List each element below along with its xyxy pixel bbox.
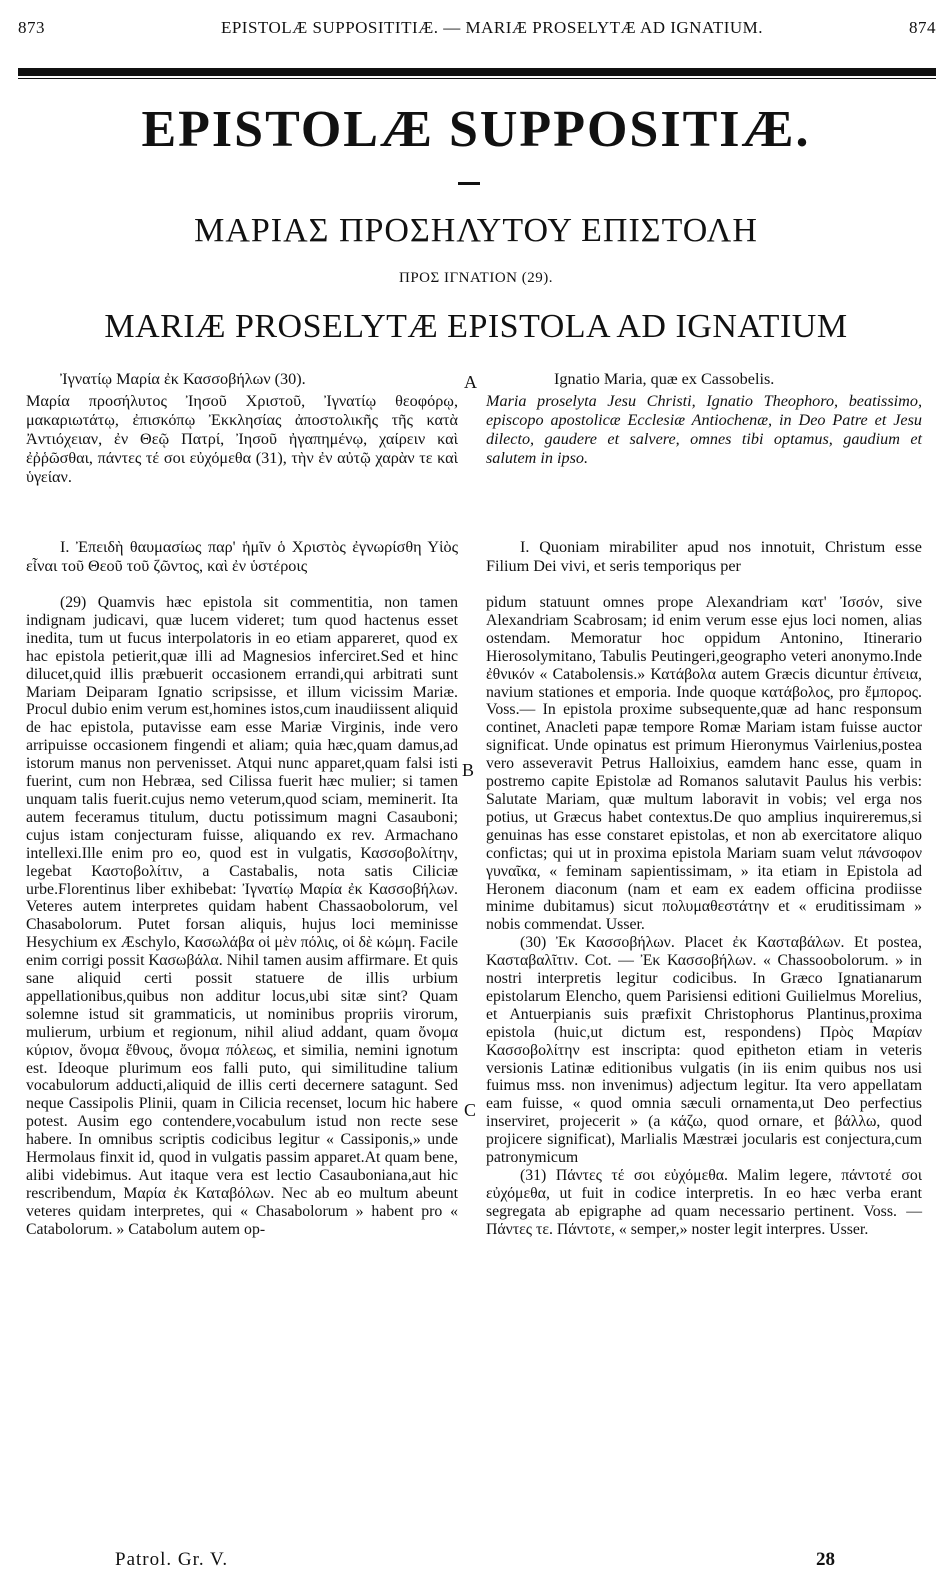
greek-subtitle: ΠΡΟΣ ΙΓΝΑΤΙΟΝ (29). bbox=[399, 270, 553, 286]
right-notes-block bbox=[486, 594, 922, 1239]
greek-chapter-1: Ι. Ἐπειδὴ θαυμασίως παρ' ἡμῖν ὁ Χριστὸς ἐγνωρίσθη Υἱὸς εἶναι τοῦ Θεοῦ τοῦ ζῶντος, καὶ ἐν ὑστέροις bbox=[26, 538, 458, 575]
left-notes-block bbox=[26, 594, 458, 1239]
page-number-left: 873 bbox=[18, 18, 45, 37]
footnote-29: (29) Quamvis hæc epistola sit commentitia, non tamen indignam judicavi, quæ lucem videret; tum quod hactenus esset inedita, tum ut fucus interpolatoris in eo etiam appareret, quod ex hac epistola petierit,quæ illi ad Magnesios inferciret.Sed et hinc dilucet,quid illis præbuerit occasionem errandi,qui arbitrati sunt Mariam Deiparam Ignatio scripsisse, et illum vicissim Mariæ. Procul dubio enim verum est,homines istos,cum inaudiissent aliquid de hac epistola, putavisse eam esse Mariæ Virginis, inde vero arripuisse occasionem fingendi et aliam; quia hæc,quam damus,ad istorum manus non pervenisset. Atqui nunc apparet,quam falsi isti fuerint, cum non Hebræa, sed Cilissa fuerit hæc mulier; si tamen unquam talis fuerit.cujus nemo veterum,quod sciam, meminerit. Ita autem feceramus titulum, ductu potissimum magni Casauboni; cujus istam conjecturam fuisse, aliquando ex rev. Armachano intellexi.Ille enim pro eo, quod est in vulgatis, Κασσοβολίτην, legebat Καστοβολίτιν, a Castabalis, nota satis Ciliciæ urbe.Florentinus liber exhibebat: Ἰγνατίῳ Μαρία ἐκ Κασσοβήλων. Veteres autem interpretes quidam habent Chassaobolorum, vel Chasabolorum. Putet forsan aliquis, hujus loci meminisse Hesychium ex Æschylo, Κασωλάβα οἱ μὲν πόλις, οἱ δὲ κώμη. Facile enim corrigi possit Κασωβάλα. Nihil tamen ausim affirmare. Et quis sane aliquid certi possit statuere de illis urbium appellationibus,quibus non additur locus,ubi sitæ sint? Quam solemne istud sit grammaticis, ut nominibus propriis virorum, mulierum, urbium et regionum, nihil aliud addant, quam ὄνομα κύριον, ὄνομα ἔθνους, ὄνομα πόλεως, et similia, nemini ignotum est. Ideoque plurimum eos falli puto, qui similitudine talium vocabulorum adducti,aliquid de illis certi decernere satagunt. Sed neque Cassipolis Plinii, quam in Cilicia recenset, locum hic habere potest. Ausim ego contendere,vocabulum istud non recte sese habere. In omnibus scriptis codicibus legitur « Cassiponis,» unde Hermolaus finxit id, quod in vulgatis passim apparet.At quam bene, alibi videbimus. Aut itaque vera est lectio Casauboniana,aut hic rescribendum, Μαρία ἐκ Καταβόλων. Nec ab eo multum abeunt veteres quidam interpretes, qui « Chasabolorum » habent pro « Catabolorum. » Catabolum autem op- bbox=[26, 594, 458, 1238]
header-rule-thick bbox=[18, 68, 936, 76]
latin-salutation: Ignatio Maria, quæ ex Cassobelis. bbox=[554, 370, 775, 388]
greek-greeting: Μαρία προσήλυτος Ἰησοῦ Χριστοῦ, Ἰγνατίῳ θεοφόρῳ, μακαριωτάτῳ, ἐπισκόπῳ Ἐκκλησίας ἀποστολικῆς τῆς κατὰ Ἀντιόχειαν, ἐν Θεῷ Πατρί, Ἰησοῦ ἠγαπημένῳ, χαίρειν καὶ ἐῤῥῶσθαι, πάντες τέ σοι εὐχόμεθα (31), τὴν ἐν αὐτῷ χαρὰν τε καὶ ὑγείαν. bbox=[26, 392, 458, 486]
latin-title: MARIÆ PROSELYTÆ EPISTOLA AD IGNATIUM bbox=[104, 308, 848, 345]
heading-dash bbox=[458, 182, 480, 185]
margin-letter-b: B bbox=[462, 760, 475, 780]
left-chapter-block bbox=[26, 538, 458, 576]
header-rule-thin bbox=[18, 78, 936, 79]
running-head bbox=[18, 18, 936, 40]
left-greeting-block bbox=[26, 392, 458, 487]
greek-salutation: Ἰγνατίῳ Μαρία ἐκ Κασσοβήλων (30). bbox=[60, 370, 306, 388]
margin-letter-a: A bbox=[464, 372, 477, 392]
latin-chapter-1: I. Quoniam mirabiliter apud nos innotuit, Christum esse Filium Dei vivi, et seris temporiqus per bbox=[486, 538, 922, 575]
right-greeting-block bbox=[486, 392, 922, 468]
footer-signature: 28 bbox=[816, 1549, 835, 1570]
left-salutation-block bbox=[26, 370, 458, 389]
main-heading: EPISTOLÆ SUPPOSITIÆ. bbox=[141, 101, 811, 158]
right-salutation-block bbox=[486, 370, 922, 389]
latin-greeting: Maria proselyta Jesu Christi, Ignatio Theophoro, beatissimo, episcopo apostolicæ Ecclesiæ Antiochenæ, in Deo Patre et Jesu dilecto, gaudere et salvere, omnes tibi optamus, gaudium et salutem in ipso. bbox=[486, 392, 922, 467]
footnote-31: (31) Πάντες τέ σοι εὐχόμεθα. Malim legere, πάντοτέ σοι εὐχόμεθα, ut fuit in codice interpretis. In eo hæc verba erant segregata ab epigraphe ad quam necessario pertinent. Voss. — Πάντες τε. Πάντοτε, « semper,» noster legit interpres. Usser. bbox=[486, 1167, 922, 1238]
running-title: EPISTOLÆ SUPPOSITITIÆ. — MARIÆ PROSELYTÆ AD IGNATIUM. bbox=[220, 18, 764, 37]
footnote-29-continued: pidum statuunt omnes prope Alexandriam κατ' Ἰσσόν, sive Alexandriam Scabrosam; id enim verum esse ejus loci nomen, alias ostendam. Memoratur hoc oppidum Antonino, Itinerario Hierosolymitano, Tabulis Peutingeri,geographo veteri anonymo.Inde ἐθνικόν « Catabolensis.» Κατάβολα autem Græcis dicuntur ἐπίνεια, navium stationes et emporia. Inde quoque κατάβολος, pro ἔμπορος. Voss.— In epistola proxime subsequente,quæ ad hanc responsum continet, Anacleti papæ tempore Romæ Mariam istam fuisse auctor significat. Unde opinatus est primum Hieronymus Vairlenius,postea vero asseveravit Petrus Halloixius, eamdem hanc esse, quam in postremo capite Epistolæ ad Romanos salutavit Paulus his verbis: Salutate Mariam, quæ multum laboravit in vobis; vel erga nos potius, ut Græcus habet contextus.De quo amplius inquireremus,si genuinas has esse constaret epistolas, et non ab exercitatore aliquo confictas; qui ut in proxima epistola Mariam suam velut πάνσοφον γυναῖκα, « feminam sapientissimam, » ita etiam in Epistola ad Heronem diaconum (nam et eam ex eadem officina prodiisse minime dubitamus) sicut πολυμαθεστάτην et « eruditissimam » nobis commendat. Usser. bbox=[486, 594, 922, 934]
right-chapter-block bbox=[486, 538, 922, 576]
margin-letter-c: C bbox=[464, 1100, 477, 1120]
greek-title: ΜΑΡΙΑΣ ΠΡΟΣΗΛΥΤΟΥ ΕΠΙΣΤΟΛΗ bbox=[194, 212, 758, 249]
footer-volume: Patrol. Gr. V. bbox=[115, 1549, 229, 1570]
footnote-30: (30) Ἐκ Κασσοβήλων. Placet ἐκ Κασταβάλων. Et postea, Κασταβαλῖτιν. Cot. — Ἐκ Κασσοβήλων. « Chassoobolorum. » in nostri interpretis legitur codicibus. In Græco Ignatianarum epistolarum Elencho, quem Parisiensi editioni Guilielmus Morelius, et Antuerpianis suis præfixit Christophorus Plantinus,proxima epistola (huic,ut dictum est, respondens) Πρὸς Μαρίαν Κασσοβολίτην est inscripta: quod epitheton etiam in veteris versionis Latinæ editionibus vulgatis (in iis enim quibus nos usi fuimus mss. non invenimus) adjectum legitur. Ita vero appellatam eam fuisse, « quod omnia sæculi ornamenta,ut Deo perfectius inserviret, projecerit » (a κάζω, quod ornare, et βάλλω, quod projicere significat), Marlialis Mæstræi jocularis est conjectura,cum patronymicum bbox=[486, 934, 922, 1167]
page-number-right: 874 bbox=[909, 18, 936, 37]
